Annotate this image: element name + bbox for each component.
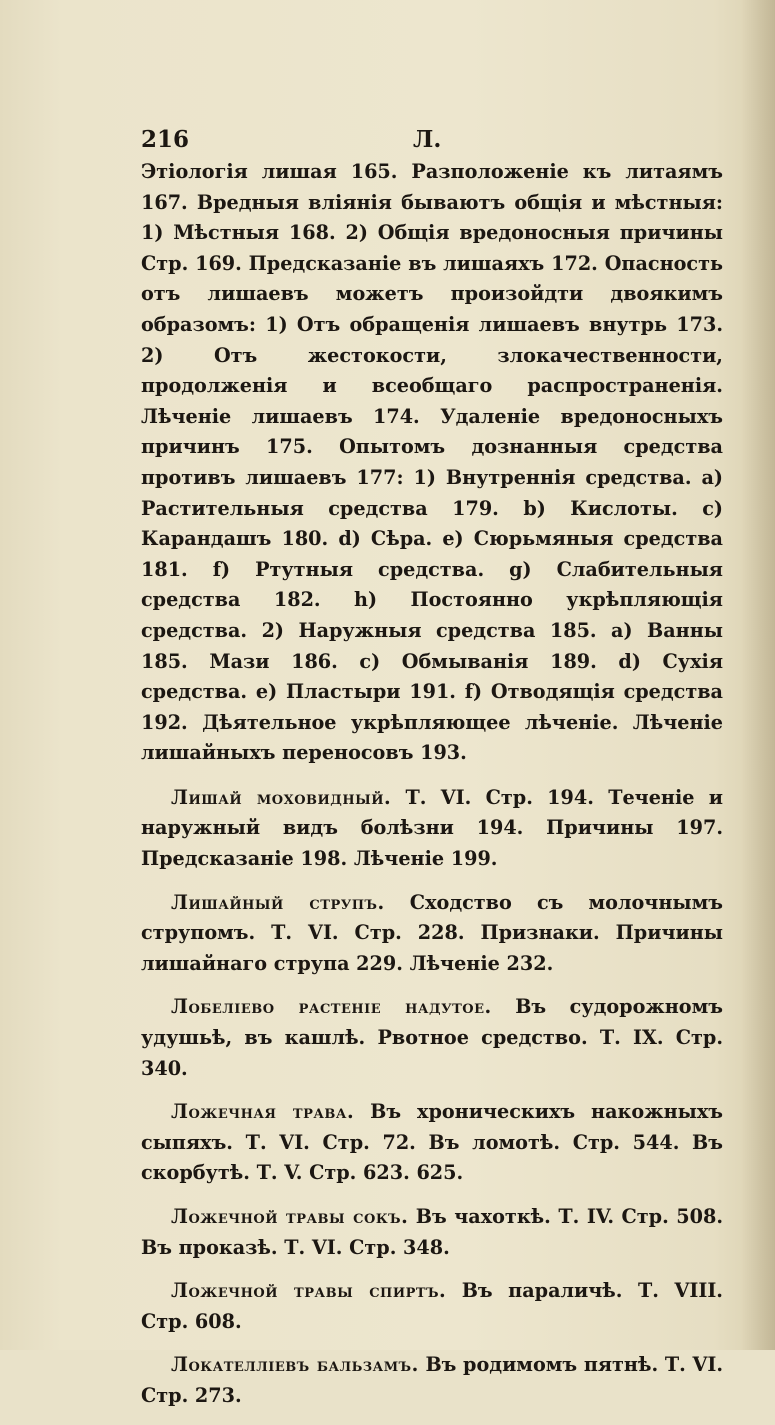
running-head: Л. xyxy=(413,126,442,153)
entry-text: Этіологія лишая 165. Разположеніе къ литаямъ 167. Вредныя вліянія бываютъ общія и мѣстныя: 1) Мѣстныя 168. 2) Общія вредоносныя причины Стр. 169. Предсказаніе въ лишаяхъ 172. Опасность отъ лишаевъ можетъ произойдти двоякимъ образомъ: 1) Отъ обращенія лишаевъ внутрь 173. 2) Отъ жестокости, злокачественности, продолженія и всеобщаго распространенія. Лѣченіе лишаевъ 174. Удаленіе вредоносныхъ причинъ 175. Опытомъ дознанныя средства противъ лишаевъ 177: 1) Внутреннія средства. а) Растительныя средства 179. b) Кислоты. c) Карандашъ 180. d) Сѣра. e) Сюрьмяныя средства 181. f) Ртутныя средства. g) Слабительныя средства 182. h) Постоянно укрѣпляющія средства. 2) Наружныя средства 185. a) Ванны 185. Мази 186. c) Обмыванія 189. d) Сухія средства. e) Пластыри 191. f) Отводящія средства 192. Дѣятельное укрѣпляющее лѣченіе. Лѣченіе лишайныхъ переносовъ 193. xyxy=(141,160,723,765)
index-entry xyxy=(141,1276,723,1337)
page-header xyxy=(141,126,721,160)
index-text xyxy=(141,157,723,1425)
entry-text: Въ родимомъ пятнѣ. Т. VI. Стр. 273. xyxy=(141,1353,724,1407)
page-number: 216 xyxy=(141,126,190,153)
entry-heading: Ложечной травы сокъ. xyxy=(171,1205,409,1228)
index-entry xyxy=(141,888,723,980)
index-entry xyxy=(141,1350,723,1411)
entry-heading: Ложечная трава. xyxy=(171,1100,355,1124)
index-entry xyxy=(141,1202,723,1263)
entry-text: Т. VI. Стр. 194. Теченіе и наружный видъ болѣзни 194. Причины 197. Предсказаніе 198. Лѣченіе 199. xyxy=(141,785,723,871)
entry-text: Въ судорожномъ удушьѣ, въ кашлѣ. Рвотное средство. Т. IX. Стр. 340. xyxy=(141,995,723,1080)
entry-heading: Лишайный струпъ. xyxy=(171,890,385,914)
index-entry xyxy=(141,1097,723,1189)
index-entry xyxy=(141,992,723,1084)
entry-heading: Ложечной травы спиртъ. xyxy=(171,1279,447,1303)
entry-text: Въ хроническихъ накожныхъ сыпяхъ. Т. VI. Стр. 72. Въ ломотѣ. Стр. 544. Въ скорбутѣ. Т. V. Стр. 623. 625. xyxy=(141,1100,724,1185)
entry-text: Въ чахоткѣ. Т. IV. Стр. 508. Въ проказѣ. Т. VI. Стр. 348. xyxy=(141,1205,723,1259)
index-entry xyxy=(141,157,723,769)
entry-heading: Локателліевъ бальзамъ. xyxy=(171,1353,419,1377)
entry-text: Въ параличѣ. Т. VIII. Стр. 608. xyxy=(141,1279,723,1333)
entry-heading: Лобеліево растеніе надутое. xyxy=(171,995,492,1019)
entry-text: Сходство съ молочнымъ струпомъ. Т. VI. Стр. 228. Признаки. Причины лишайнаго струпа 229. Лѣченіе 232. xyxy=(141,890,723,975)
index-entry xyxy=(141,783,723,875)
page-gutter-shadow xyxy=(741,0,775,1350)
entry-heading: Лишай моховидный. xyxy=(171,785,392,809)
